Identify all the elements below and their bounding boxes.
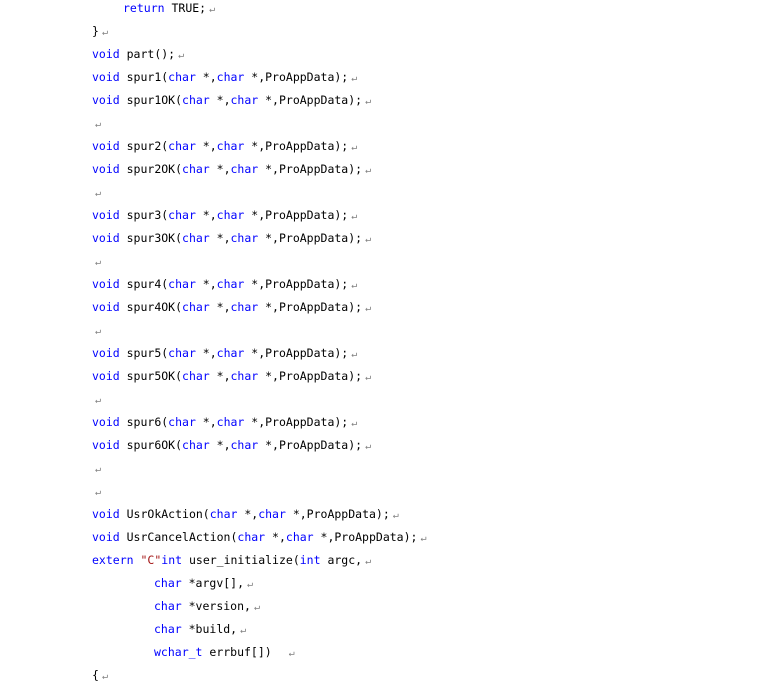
- code-line: [92, 89, 371, 112]
- code-keyword: void: [92, 47, 120, 61]
- code-keyword: void: [92, 231, 120, 245]
- code-keyword: void: [92, 208, 120, 222]
- code-line: [92, 503, 399, 526]
- paragraph-mark-icon: ↵: [247, 579, 254, 590]
- code-keyword: char: [216, 70, 245, 84]
- paragraph-mark-icon: ↵: [95, 487, 102, 498]
- code-line: [92, 388, 101, 411]
- code-keyword: char: [230, 93, 259, 107]
- code-text: }: [92, 24, 99, 38]
- paragraph-mark-icon: ↵: [95, 119, 102, 130]
- code-text: spur1(: [119, 70, 169, 84]
- code-keyword: char: [216, 346, 245, 360]
- code-text: UsrOkAction(: [119, 507, 210, 521]
- paragraph-mark-icon: ↵: [95, 395, 102, 406]
- code-text: errbuf[]): [202, 645, 286, 659]
- code-text: *,ProAppData);: [258, 162, 363, 176]
- code-keyword: int: [299, 553, 321, 567]
- code-text: *,: [195, 346, 217, 360]
- paragraph-mark-icon: ↵: [365, 303, 372, 314]
- code-text: *,: [195, 70, 217, 84]
- code-line: [154, 641, 295, 664]
- code-keyword: char: [258, 507, 286, 521]
- code-line: [92, 43, 184, 66]
- paragraph-mark-icon: ↵: [392, 510, 399, 521]
- paragraph-mark-icon: ↵: [365, 556, 372, 567]
- code-keyword: void: [92, 93, 120, 107]
- paragraph-mark-icon: ↵: [365, 165, 372, 176]
- code-text: spur4OK(: [119, 300, 183, 314]
- code-text: *,ProAppData);: [258, 231, 363, 245]
- paragraph-mark-icon: ↵: [95, 257, 102, 268]
- code-text: TRUE;: [164, 1, 207, 15]
- code-text: spur1OK(: [119, 93, 183, 107]
- code-keyword: char: [182, 93, 210, 107]
- code-keyword: char: [182, 369, 210, 383]
- code-line: [92, 112, 101, 135]
- code-text: *,ProAppData);: [244, 415, 349, 429]
- code-keyword: char: [168, 277, 196, 291]
- code-text: spur3OK(: [119, 231, 183, 245]
- code-keyword: void: [92, 277, 120, 291]
- code-line: [92, 342, 357, 365]
- code-text: *,ProAppData);: [258, 93, 363, 107]
- code-text: *argv[],: [181, 576, 245, 590]
- code-keyword: char: [230, 231, 259, 245]
- code-keyword: void: [92, 438, 120, 452]
- code-line: [92, 664, 108, 687]
- code-text: *,: [265, 530, 286, 544]
- code-text: {: [92, 668, 99, 682]
- code-keyword: char: [168, 70, 196, 84]
- code-text: *,ProAppData);: [258, 369, 363, 383]
- code-string: "C": [140, 553, 162, 567]
- code-keyword: char: [209, 507, 238, 521]
- code-keyword: char: [182, 438, 210, 452]
- code-keyword: char: [182, 162, 210, 176]
- code-text: argc,: [320, 553, 363, 567]
- code-keyword: void: [92, 139, 120, 153]
- code-keyword: char: [216, 139, 245, 153]
- paragraph-mark-icon: ↵: [101, 671, 108, 682]
- code-keyword: void: [92, 369, 120, 383]
- code-text: spur5(: [119, 346, 169, 360]
- code-text: *,: [209, 93, 231, 107]
- code-text: *,ProAppData);: [258, 300, 363, 314]
- code-text: *,: [209, 300, 231, 314]
- code-keyword: char: [230, 369, 259, 383]
- code-text: *,: [195, 208, 217, 222]
- code-line: [92, 158, 371, 181]
- code-keyword: extern: [92, 553, 134, 567]
- code-keyword: char: [230, 162, 259, 176]
- code-text: spur2(: [119, 139, 169, 153]
- code-keyword: char: [154, 576, 182, 590]
- code-text: *,ProAppData);: [285, 507, 390, 521]
- code-text: *,: [209, 231, 231, 245]
- code-line: [92, 434, 371, 457]
- paragraph-mark-icon: ↵: [95, 464, 102, 475]
- code-line: [92, 66, 357, 89]
- code-keyword: char: [216, 415, 245, 429]
- code-text: *,: [209, 438, 231, 452]
- code-keyword: void: [92, 162, 120, 176]
- paragraph-mark-icon: ↵: [351, 142, 358, 153]
- code-keyword: void: [92, 507, 120, 521]
- code-line: [92, 273, 357, 296]
- code-text: *,ProAppData);: [244, 70, 349, 84]
- paragraph-mark-icon: ↵: [178, 50, 185, 61]
- code-text: *,ProAppData);: [244, 346, 349, 360]
- code-keyword: char: [230, 300, 259, 314]
- code-line: [92, 319, 101, 342]
- code-text: spur6OK(: [119, 438, 183, 452]
- code-line: [154, 618, 246, 641]
- code-line: [154, 572, 253, 595]
- code-keyword: void: [92, 70, 120, 84]
- paragraph-mark-icon: ↵: [288, 648, 295, 659]
- code-text: *,ProAppData);: [244, 277, 349, 291]
- code-keyword: void: [92, 530, 120, 544]
- code-line: [154, 595, 260, 618]
- code-line: [92, 296, 371, 319]
- code-text: *,ProAppData);: [258, 438, 363, 452]
- code-line: [92, 480, 101, 503]
- code-text: *,ProAppData);: [244, 208, 349, 222]
- code-text: spur2OK(: [119, 162, 183, 176]
- code-text: user_initialize(: [182, 553, 300, 567]
- code-text: *,: [195, 277, 217, 291]
- code-keyword: char: [168, 208, 196, 222]
- code-line: [92, 411, 357, 434]
- paragraph-mark-icon: ↵: [365, 372, 372, 383]
- code-text: spur4(: [119, 277, 169, 291]
- code-text: spur5OK(: [119, 369, 183, 383]
- code-text: *,ProAppData);: [313, 530, 418, 544]
- code-line: [92, 457, 101, 480]
- paragraph-mark-icon: ↵: [351, 280, 358, 291]
- code-text: *,: [209, 369, 231, 383]
- paragraph-mark-icon: ↵: [253, 602, 260, 613]
- paragraph-mark-icon: ↵: [95, 188, 102, 199]
- code-line: [123, 0, 215, 20]
- paragraph-mark-icon: ↵: [95, 326, 102, 337]
- paragraph-mark-icon: ↵: [209, 4, 216, 15]
- code-keyword: char: [285, 530, 314, 544]
- code-line: [92, 135, 357, 158]
- paragraph-mark-icon: ↵: [365, 234, 372, 245]
- code-keyword: char: [216, 208, 245, 222]
- code-line: [92, 365, 371, 388]
- paragraph-mark-icon: ↵: [365, 96, 372, 107]
- code-text: *version,: [181, 599, 251, 613]
- code-line: [92, 20, 108, 43]
- code-keyword: void: [92, 415, 120, 429]
- code-keyword: wchar_t: [154, 645, 203, 659]
- paragraph-mark-icon: ↵: [365, 441, 372, 452]
- paragraph-mark-icon: ↵: [351, 418, 358, 429]
- paragraph-mark-icon: ↵: [240, 625, 247, 636]
- code-text: *,: [195, 139, 217, 153]
- code-line: [92, 526, 426, 549]
- code-text: UsrCancelAction(: [119, 530, 238, 544]
- code-line: [92, 181, 101, 204]
- code-keyword: char: [168, 415, 196, 429]
- code-line: [92, 549, 371, 572]
- paragraph-mark-icon: ↵: [351, 349, 358, 360]
- code-text: *,ProAppData);: [244, 139, 349, 153]
- code-keyword: char: [154, 599, 182, 613]
- code-line: [92, 227, 371, 250]
- code-text: spur6(: [119, 415, 169, 429]
- paragraph-mark-icon: ↵: [351, 211, 358, 222]
- code-keyword: char: [182, 300, 210, 314]
- code-keyword: char: [154, 622, 182, 636]
- code-keyword: char: [230, 438, 259, 452]
- code-text: part();: [119, 47, 176, 61]
- code-keyword: char: [237, 530, 266, 544]
- code-text: *,: [209, 162, 231, 176]
- code-keyword: void: [92, 300, 120, 314]
- code-text: *,: [195, 415, 217, 429]
- code-text: *,: [237, 507, 259, 521]
- code-keyword: return: [123, 1, 165, 15]
- code-keyword: void: [92, 346, 120, 360]
- paragraph-mark-icon: ↵: [351, 73, 358, 84]
- paragraph-mark-icon: ↵: [101, 27, 108, 38]
- code-keyword: char: [168, 346, 196, 360]
- code-text: spur3(: [119, 208, 169, 222]
- code-text: *build,: [181, 622, 238, 636]
- code-line: [92, 204, 357, 227]
- code-keyword: int: [161, 553, 183, 567]
- code-keyword: char: [216, 277, 245, 291]
- code-keyword: char: [182, 231, 210, 245]
- code-line: [92, 250, 101, 273]
- paragraph-mark-icon: ↵: [420, 533, 427, 544]
- code-keyword: char: [168, 139, 196, 153]
